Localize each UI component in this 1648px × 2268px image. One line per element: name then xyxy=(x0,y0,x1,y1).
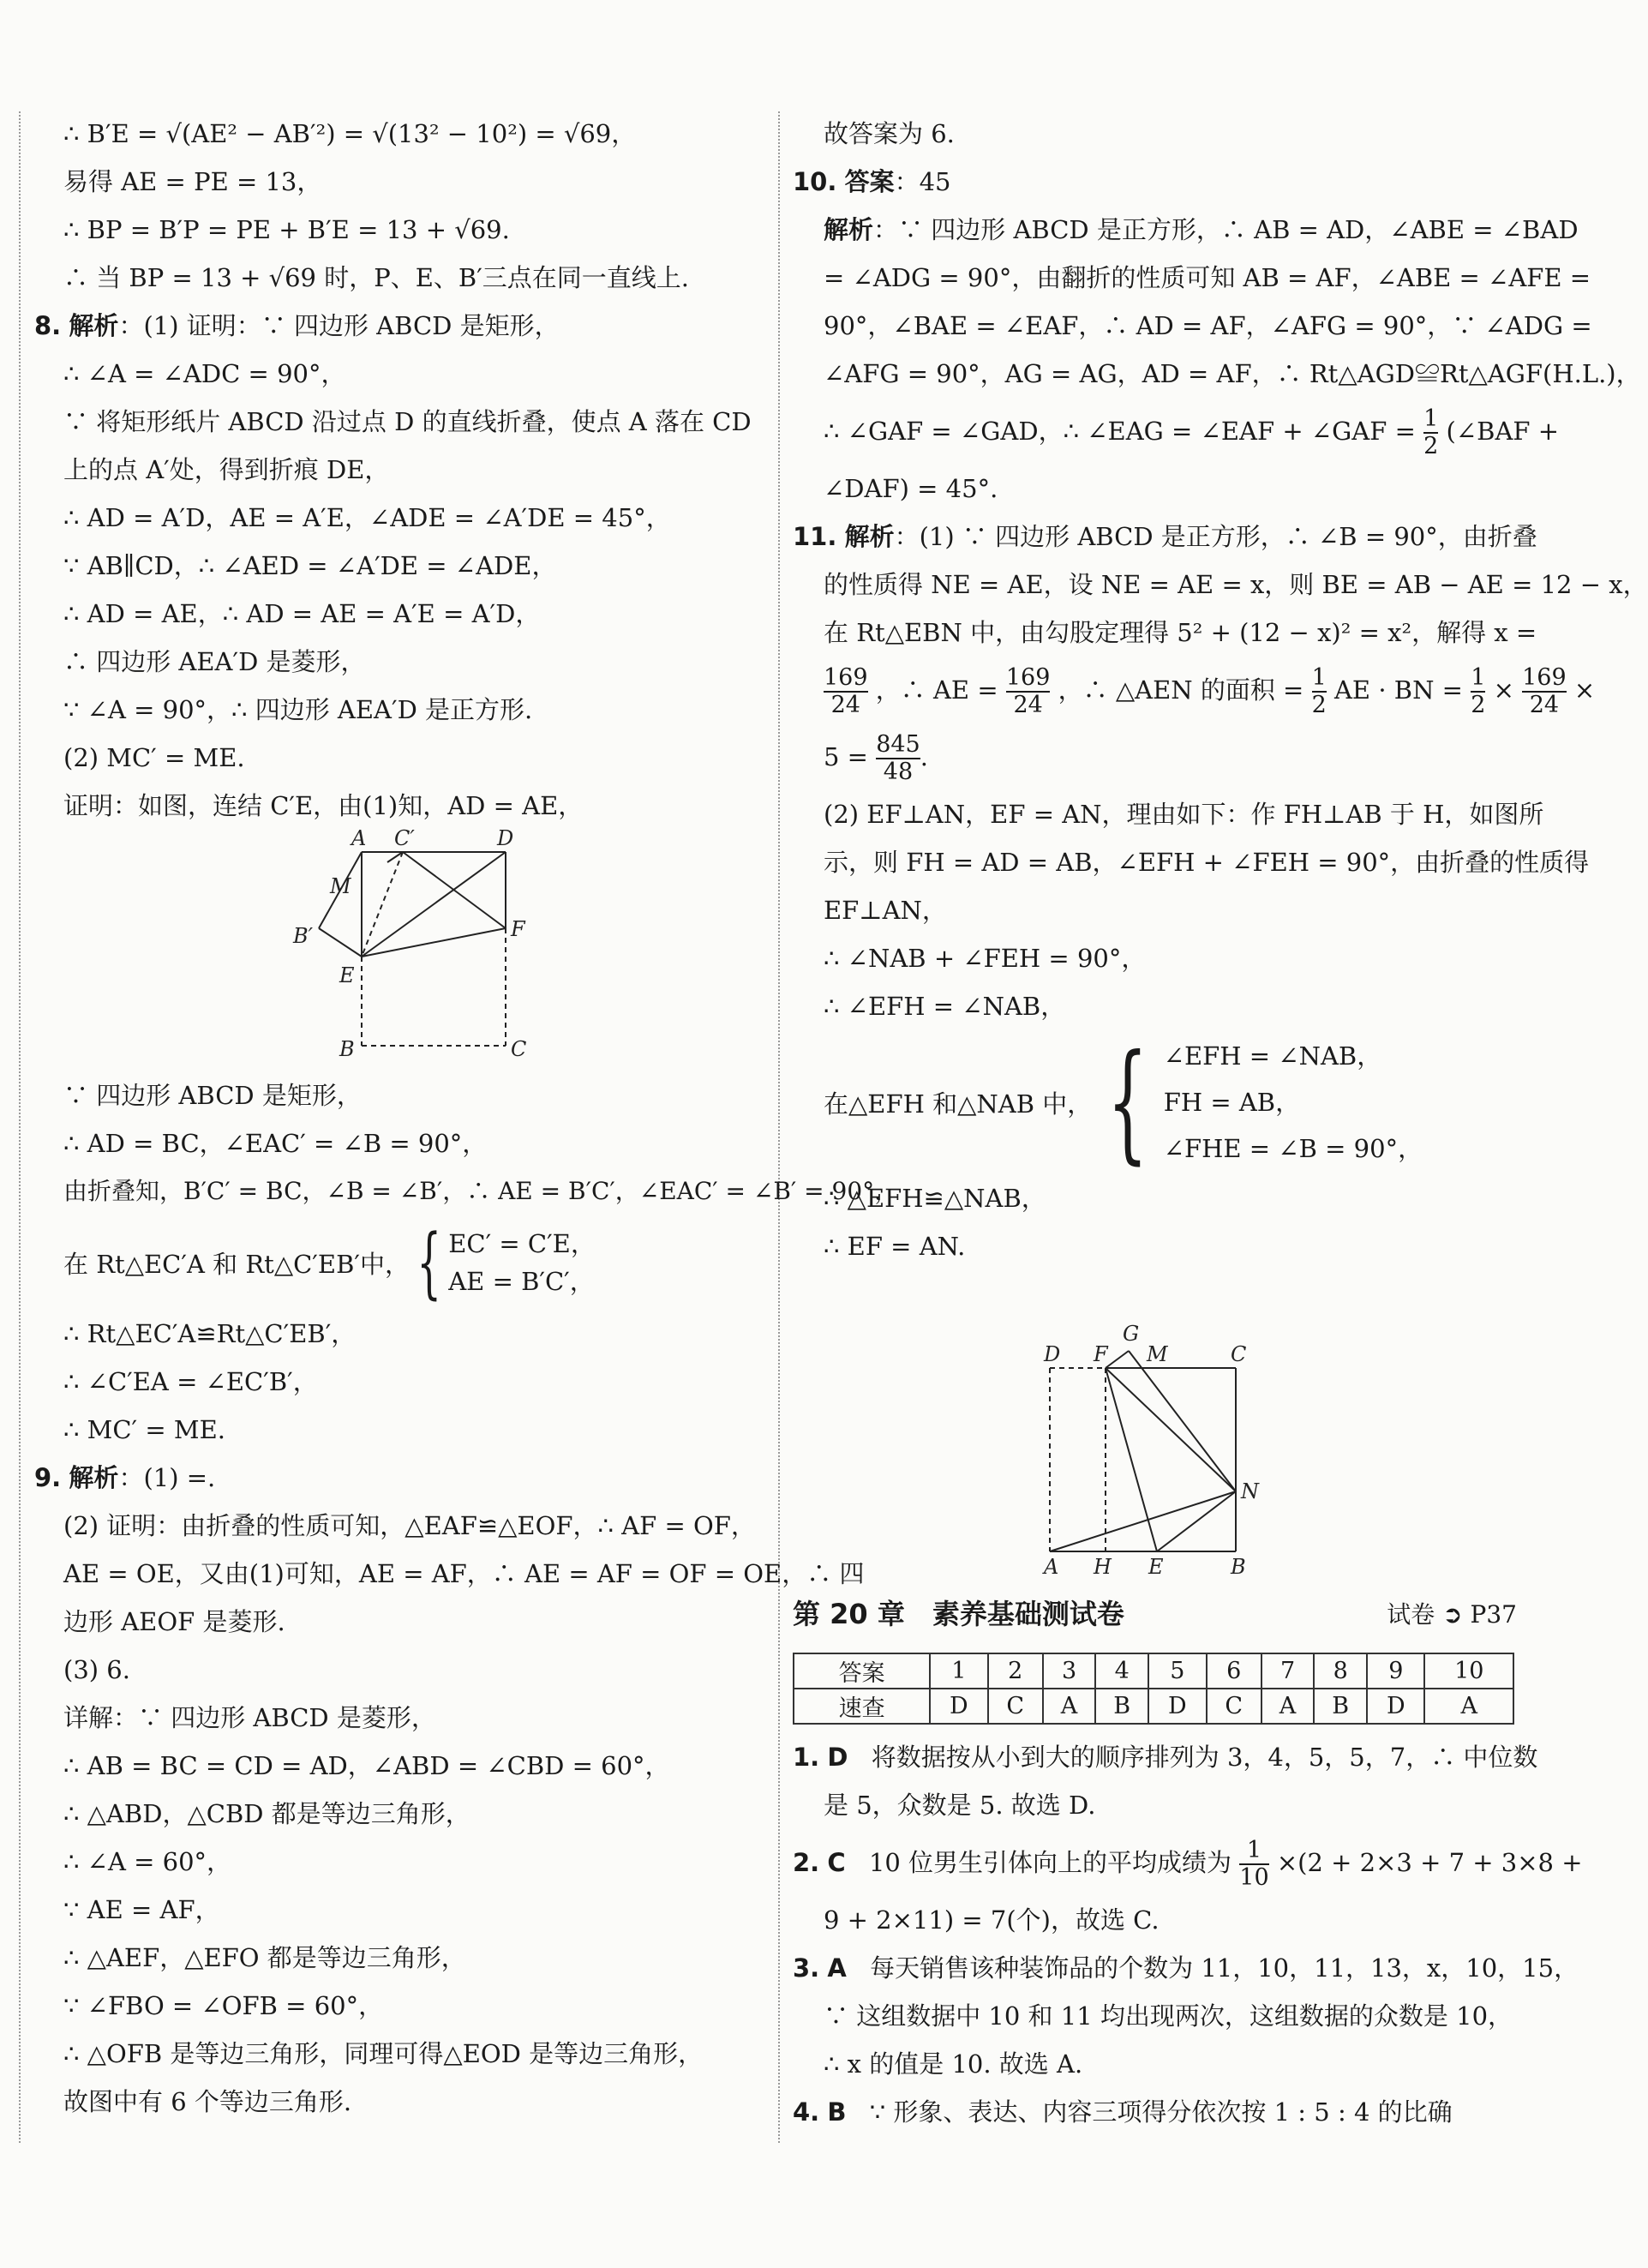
label-A: A xyxy=(351,826,367,850)
fraction-line xyxy=(793,723,1517,790)
text-line: 证明：如图，连结 C′E，由(1)知，AD = AE， xyxy=(63,791,584,820)
text-line: 9 + 2×11) = 7(个)，故选 C. xyxy=(824,1905,1160,1935)
center-divider xyxy=(778,111,780,2143)
table-cell: 2 xyxy=(988,1653,1043,1689)
fraction-tenth xyxy=(1239,1838,1268,1890)
text-line: 详解：∵ 四边形 ABCD 是菱形， xyxy=(63,1703,436,1732)
denominator: 2 xyxy=(1311,692,1327,718)
text-line: ∠AFG = 90°，AG = AG，AD = AF，∴ Rt△AGD≌Rt△AGF(H.L.)， xyxy=(824,359,1641,388)
numerator: 169 xyxy=(824,664,868,692)
denominator: 24 xyxy=(824,691,868,718)
fraction-half xyxy=(1471,665,1485,717)
table-row xyxy=(794,1689,1513,1724)
times-sign: × xyxy=(1493,675,1514,705)
question-number: 9. xyxy=(34,1463,62,1492)
label-M: M xyxy=(1147,1342,1168,1366)
text-line: ∴ B′E = √(AE² − AB′²) = √(13² − 10²) = √69， xyxy=(63,119,637,148)
text-line: ∴ ∠A = ∠ADC = 90°， xyxy=(63,359,346,388)
denominator: 2 xyxy=(1471,692,1486,718)
label-C-prime: C′ xyxy=(394,826,415,850)
condition-2: AE = B′C′， xyxy=(448,1267,595,1296)
question-number: 11. xyxy=(793,522,837,551)
text-line: ∴ ∠NAB + ∠FEH = 90°， xyxy=(824,944,1147,973)
text-line: 的性质得 NE = AE，设 NE = AE = x，则 BE = AB − AE = 12 − x， xyxy=(824,570,1648,599)
text-line: ∵ 将矩形纸片 ABCD 沿过点 D 的直线折叠，使点 A 落在 CD xyxy=(63,407,752,436)
label-H: H xyxy=(1094,1555,1112,1579)
text-line: AE = OE，又由(1)可知，AE = AF，∴ AE = AF = OF = OE，∴ 四 xyxy=(63,1559,865,1588)
times-sign: × xyxy=(1573,675,1596,705)
answer-letter: B xyxy=(827,2097,847,2127)
text-line: ∴ △EFH≌△NAB， xyxy=(824,1184,1046,1213)
analysis-tag: 解析 xyxy=(824,215,874,244)
text-line: ∴ 当 BP = 13 + √69 时，P、E、B′三点在同一直线上. xyxy=(63,263,690,292)
label-B-prime: B′ xyxy=(293,924,314,948)
analysis-tag: 解析 xyxy=(69,1463,119,1492)
system-intro: 在△EFH 和△NAB 中， xyxy=(824,1089,1093,1119)
condition-1: ∠EFH = ∠NAB， xyxy=(1163,1041,1382,1071)
table-header: 答案 xyxy=(794,1653,930,1689)
period: . xyxy=(920,742,928,771)
label-M: M xyxy=(330,874,351,898)
table-header: 速查 xyxy=(794,1689,930,1724)
text-line: (2) 证明：由折叠的性质可知，△EAF≌△EOF，∴ AF = OF， xyxy=(63,1511,756,1540)
numerator: 169 xyxy=(1522,664,1567,692)
table-cell: B xyxy=(1314,1689,1367,1724)
label-B: B xyxy=(1231,1555,1246,1579)
text-line: EF⊥AN， xyxy=(824,896,947,925)
fraction-half xyxy=(1423,406,1438,459)
label-C: C xyxy=(1231,1342,1247,1366)
q10-analysis xyxy=(793,206,1579,254)
text-line: 是 5，众数是 5. 故选 D. xyxy=(824,1791,1096,1820)
text-segment: ，∴ △AEN 的面积 = xyxy=(1058,675,1304,705)
text-line: ∵ 这组数据中 10 和 11 均出现两次，这组数据的众数是 10， xyxy=(824,2001,1513,2031)
condition-3: ∠FHE = ∠B = 90°， xyxy=(1163,1134,1423,1163)
table-cell: A xyxy=(1043,1689,1095,1724)
chapter-header xyxy=(793,1593,1517,1634)
mc-text: ∵ 形象、表达、内容三项得分依次按 1 : 5 : 4 的比确 xyxy=(869,2097,1453,2127)
answer-table xyxy=(793,1653,1514,1725)
denominator: 24 xyxy=(1522,691,1567,718)
label-F: F xyxy=(1094,1342,1108,1366)
table-cell: 9 xyxy=(1367,1653,1424,1689)
table-cell: 3 xyxy=(1043,1653,1095,1689)
question-number: 3. xyxy=(793,1953,820,1983)
label-E: E xyxy=(1148,1555,1164,1579)
text-line: ∵ ∠FBO = ∠OFB = 60°， xyxy=(63,1991,384,2020)
label-D: D xyxy=(497,826,514,850)
table-cell: 10 xyxy=(1424,1653,1513,1689)
page-reference: 试卷 ➲ P37 xyxy=(1387,1600,1517,1629)
question-number: 1. xyxy=(793,1743,820,1772)
q10-header xyxy=(793,158,1517,206)
fraction-845-48 xyxy=(876,732,920,784)
question-number: 2. xyxy=(793,1848,820,1877)
table-cell: C xyxy=(988,1689,1043,1724)
system-conditions xyxy=(1164,1033,1423,1172)
label-G: G xyxy=(1123,1322,1140,1346)
denominator: 10 xyxy=(1239,1864,1269,1891)
text-line: 上的点 A′处，得到折痕 DE， xyxy=(63,455,390,484)
mc-text: 10 位男生引体向上的平均成绩为 xyxy=(868,1848,1232,1877)
table-cell: A xyxy=(1424,1689,1513,1724)
text-line: 在 Rt△EBN 中，由勾股定理得 5² + (12 − x)² = x²，解得 x = xyxy=(824,618,1537,647)
label-F: F xyxy=(511,917,525,941)
table-row xyxy=(794,1653,1513,1689)
left-margin-rule xyxy=(19,111,21,2143)
numerator: 1 xyxy=(1471,664,1486,692)
fraction-169-24 xyxy=(1006,665,1051,717)
q11-text: ：(1) ∵ 四边形 ABCD 是正方形，∴ ∠B = 90°，由折叠 xyxy=(894,522,1537,551)
mc-text: 每天销售该种装饰品的个数为 11，10，11，13，x，10，15， xyxy=(870,1953,1579,1983)
text-line: (2) MC′ = ME. xyxy=(63,743,245,772)
table-cell: 8 xyxy=(1314,1653,1367,1689)
brace-glyph: { xyxy=(1107,1027,1148,1177)
text-line: ∴ △ABD，△CBD 都是等边三角形， xyxy=(63,1799,470,1828)
text-line: 边形 AEOF 是菱形. xyxy=(63,1607,285,1636)
mc-answers xyxy=(793,1733,1583,2136)
q10-answer: ：45 xyxy=(894,167,951,196)
mc-item xyxy=(793,1829,1583,1896)
system-intro: 在 Rt△EC′A 和 Rt△C′EB′中， xyxy=(63,1249,410,1279)
denominator: 24 xyxy=(1006,691,1051,718)
text-line: ∴ ∠A = 60°， xyxy=(63,1847,232,1876)
mc-text: ×(2 + 2×3 + 7 + 3×8 + xyxy=(1276,1848,1583,1877)
table-cell: C xyxy=(1207,1689,1261,1724)
q9-header xyxy=(34,1454,763,1502)
q8-text: ：(1) 证明：∵ 四边形 ABCD 是矩形， xyxy=(118,311,560,340)
label-D: D xyxy=(1044,1342,1061,1366)
text-line: 故答案为 6. xyxy=(824,119,955,148)
denominator: 2 xyxy=(1423,433,1439,459)
table-cell: 4 xyxy=(1095,1653,1148,1689)
condition-2: FH = AB， xyxy=(1163,1088,1301,1117)
answer-letter: A xyxy=(827,1953,847,1983)
label-N: N xyxy=(1241,1479,1259,1503)
mc-item xyxy=(793,1944,1579,1992)
table-cell: D xyxy=(1148,1689,1206,1724)
text-line: 故图中有 6 个等边三角形. xyxy=(63,2087,352,2116)
right-column xyxy=(793,110,1648,1270)
text-segment: ∴ ∠GAF = ∠GAD，∴ ∠EAG = ∠EAF + ∠GAF = xyxy=(824,417,1416,446)
fraction-line xyxy=(793,398,1560,465)
congruence-system xyxy=(34,1215,763,1310)
table-cell: D xyxy=(930,1689,987,1724)
table-cell: 5 xyxy=(1148,1653,1206,1689)
rectangle-fold-figure xyxy=(34,826,763,1071)
text-line: ∴ x 的值是 10. 故选 A. xyxy=(824,2049,1083,2079)
text-line: ∴ EF = AN. xyxy=(824,1232,966,1261)
label-B: B xyxy=(339,1037,355,1061)
numerator: 1 xyxy=(1311,664,1327,692)
text-line: ∴ ∠C′EA = ∠EC′B′， xyxy=(63,1367,318,1396)
mc-item xyxy=(793,1733,1538,1781)
mc-text: 将数据按从小到大的顺序排列为 3，4，5，5，7，∴ 中位数 xyxy=(871,1743,1538,1772)
square-fold-figure xyxy=(1037,1320,1294,1577)
text-line: ∴ Rt△EC′A≌Rt△C′EB′， xyxy=(63,1319,357,1348)
congruence-system xyxy=(793,1027,1517,1177)
table-cell: D xyxy=(1367,1689,1424,1724)
numerator: 845 xyxy=(876,731,920,759)
label-A: A xyxy=(1044,1555,1059,1579)
fraction-line xyxy=(793,657,1596,723)
text-line: 示，则 FH = AD = AB，∠EFH + ∠FEH = 90°，由折叠的性质得 xyxy=(824,848,1590,877)
fraction-half xyxy=(1312,665,1327,717)
table-cell: 7 xyxy=(1261,1653,1314,1689)
text-line: ∠DAF) = 45°. xyxy=(824,474,998,503)
text-line: ∴ MC′ = ME. xyxy=(63,1415,225,1444)
q10-text: ：∵ 四边形 ABCD 是正方形，∴ AB = AD，∠ABE = ∠BAD xyxy=(873,215,1579,244)
fraction-169-24 xyxy=(1522,665,1567,717)
analysis-tag: 解析 xyxy=(69,311,119,340)
text-line: ∵ ∠A = 90°，∴ 四边形 AEA′D 是正方形. xyxy=(63,695,533,724)
text-line: ∵ AB∥CD，∴ ∠AED = ∠A′DE = ∠ADE， xyxy=(63,551,557,580)
text-line: ∴ AD = A′D，AE = A′E，∠ADE = ∠A′DE = 45°， xyxy=(63,503,671,532)
text-line: ∴ 四边形 AEA′D 是菱形， xyxy=(63,647,366,676)
text-line: ∴ BP = B′P = PE + B′E = 13 + √69. xyxy=(63,215,510,244)
table-cell: B xyxy=(1095,1689,1148,1724)
table-cell: A xyxy=(1261,1689,1314,1724)
text-line: = ∠ADG = 90°，由翻折的性质可知 AB = AF，∠ABE = ∠AFE = xyxy=(824,263,1591,292)
text-line: (2) EF⊥AN，EF = AN，理由如下：作 FH⊥AB 于 H，如图所 xyxy=(824,800,1544,829)
numerator: 1 xyxy=(1423,405,1439,433)
text-segment: (∠BAF + xyxy=(1446,417,1560,446)
text-line: ∴ AB = BC = CD = AD，∠ABD = ∠CBD = 60°， xyxy=(63,1751,670,1780)
system-conditions xyxy=(448,1225,596,1300)
answer-letter: D xyxy=(827,1743,848,1772)
condition-1: EC′ = C′E， xyxy=(448,1229,596,1258)
answer-letter: C xyxy=(827,1848,846,1877)
table-cell: 1 xyxy=(930,1653,987,1689)
text-line: (3) 6. xyxy=(63,1655,130,1684)
label-C: C xyxy=(511,1037,527,1061)
text-line: 由折叠知，B′C′ = BC，∠B = ∠B′，∴ AE = B′C′，∠EAC′ = ∠B′ = 90°， xyxy=(63,1177,899,1205)
text-line: ∴ ∠EFH = ∠NAB， xyxy=(824,992,1066,1021)
text-segment: AE · BN = xyxy=(1333,675,1463,705)
chapter-title: 第 20 章 素养基础测试卷 xyxy=(793,1598,1124,1630)
text-line: ∴ △OFB 是等边三角形，同理可得△EOD 是等边三角形， xyxy=(63,2039,704,2068)
text-line: 易得 AE = PE = 13， xyxy=(63,167,322,196)
denominator: 48 xyxy=(876,758,920,785)
numerator: 169 xyxy=(1005,664,1051,692)
text-line: ∴ AD = AE，∴ AD = AE = A′E = A′D， xyxy=(63,599,541,628)
text-line: ∵ 四边形 ABCD 是矩形， xyxy=(63,1081,362,1110)
text-line: ∴ AD = BC，∠EAC′ = ∠B = 90°， xyxy=(63,1129,488,1158)
table-cell: 6 xyxy=(1207,1653,1261,1689)
q8-header xyxy=(34,302,763,350)
q11-header xyxy=(793,513,1537,561)
figure-1-area xyxy=(34,826,763,1071)
text-segment: 5 = xyxy=(824,742,868,771)
text-segment: ，∴ AE = xyxy=(875,675,998,705)
text-line: 90°，∠BAE = ∠EAF，∴ AD = AF，∠AFG = 90°，∵ ∠ADG = xyxy=(824,311,1592,340)
question-number: 8. xyxy=(34,311,62,340)
analysis-tag: 解析 xyxy=(844,522,895,551)
numerator: 1 xyxy=(1246,1837,1262,1864)
fraction-169-24 xyxy=(824,665,868,717)
mc-item xyxy=(793,2088,1517,2136)
text-line: ∴ △AEF，△EFO 都是等边三角形， xyxy=(63,1943,466,1972)
question-number: 4. xyxy=(793,2097,820,2127)
question-number: 10. xyxy=(793,167,837,196)
brace-glyph: { xyxy=(416,1217,441,1308)
answer-tag: 答案 xyxy=(844,167,895,196)
q9-text: ：(1) =. xyxy=(118,1463,216,1492)
label-E: E xyxy=(339,963,355,987)
text-line: ∵ AE = AF， xyxy=(63,1895,220,1924)
